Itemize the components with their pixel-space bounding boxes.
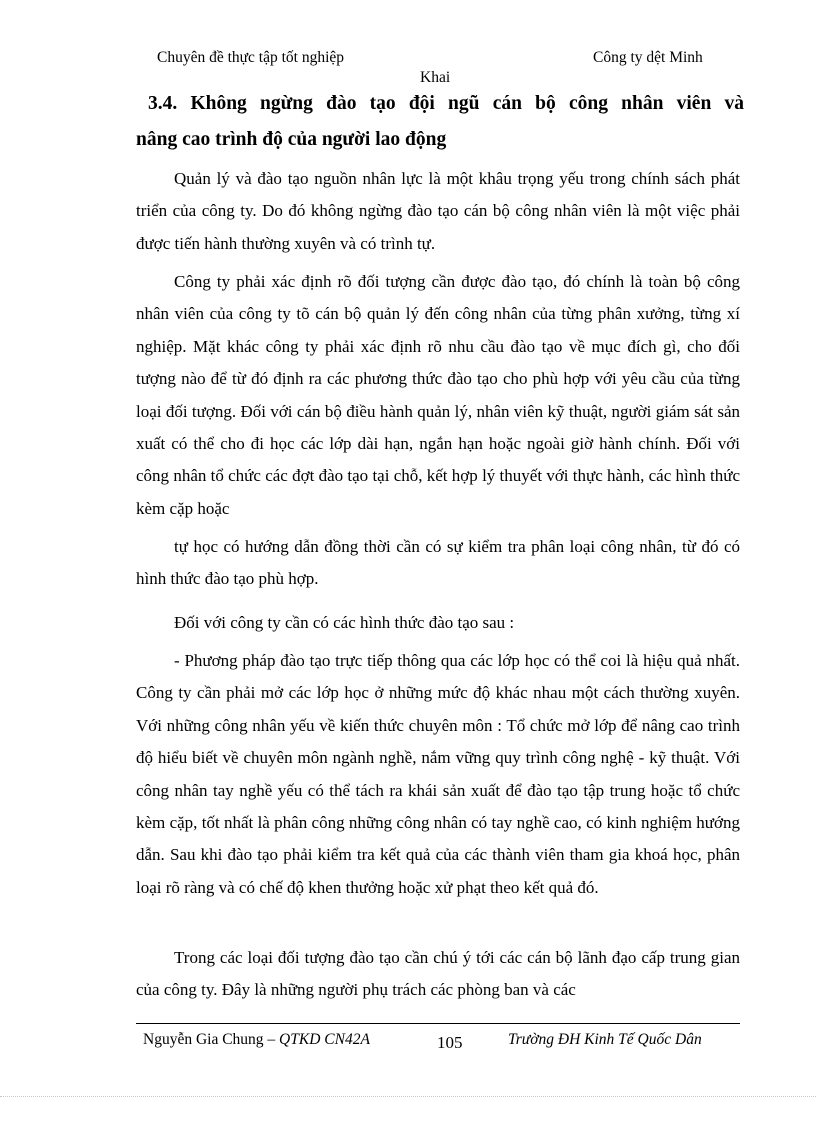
paragraph-5 <box>136 645 740 904</box>
paragraph-2 <box>136 266 740 525</box>
page-bottom-divider <box>0 1096 816 1097</box>
footer-author-class: – QTKD CN42A <box>267 1031 370 1048</box>
paragraph-text: Đối với công ty cần có các hình thức đào tạo sau : <box>174 613 515 632</box>
header-right-continuation: Khai <box>420 69 451 86</box>
footer-school: Trường ĐH Kinh Tế Quốc Dân <box>508 1031 702 1048</box>
header-right: Công ty dệt Minh <box>593 49 703 66</box>
paragraph-4 <box>136 607 740 639</box>
paragraph-text: Công ty phải xác định rõ đối tượng cần được đào tạo, đó chính là toàn bộ công nhân viên của công ty tõ cán bộ quản lý đến công nhân của từng phân xưởng, từng xí nghiệp. Mặt khác công ty phải xác định rõ nhu cầu đào tạo về mục đích gì, cho đối tượng nào để từ đó định ra các phương thức đào tạo cho phù hợp với yêu cầu của từng loại đối tượng. Đối với cán bộ điều hành quản lý, nhân viên kỹ thuật, người giám sát sản xuất có thể cho đi học các lớp dài hạn, ngắn hạn hoặc ngoài giờ hành chính. Đối với công nhân tổ chức các đợt đào tạo tại chỗ, kết hợp lý thuyết với thực hành, các hình thức kèm cặp hoặc <box>136 272 740 518</box>
section-heading-line-2: nâng cao trình độ của người lao động <box>136 129 447 150</box>
section-heading-line-1: 3.4. Không ngừng đào tạo đội ngũ cán bộ công nhân viên và <box>148 93 744 114</box>
paragraph-text: tự học có hướng dẫn đồng thời cần có sự kiểm tra phân loại công nhân, từ đó có hình thức đào tạo phù hợp. <box>136 537 740 589</box>
paragraph-text: Quản lý và đào tạo nguồn nhân lực là một khâu trọng yếu trong chính sách phát triển của công ty. Do đó không ngừng đào tạo cán bộ công nhân viên là một việc phải được tiến hành thường xuyên và có trình tự. <box>136 169 740 253</box>
section-heading <box>136 86 744 158</box>
paragraph-text: - Phương pháp đào tạo trực tiếp thông qua các lớp học có thể coi là hiệu quả nhất. Công ty cần phải mở các lớp học ở những mức độ khác nhau một cách thường xuyên. Với những công nhân yếu về kiến thức chuyên môn : Tổ chức mở lớp để nâng cao trình độ hiểu biết về chuyên môn ngành nghề, nắm vững quy trình công nghệ - kỹ thuật. Với công nhân tay nghề yếu có thể tách ra khái sản xuất để đào tạo tập trung hoặc tổ chức kèm cặp, tốt nhất là phân công những công nhân có tay nghề cao, có kinh nghiệm hướng dẫn. Sau khi đào tạo phải kiểm tra kết quả của các thành viên tham gia khoá học, phân loại rõ ràng và có chế độ khen thưởng hoặc xử phạt theo kết quả đó. <box>136 651 740 897</box>
footer-author-name: Nguyễn Gia Chung <box>143 1031 264 1048</box>
header-left: Chuyên đề thực tập tốt nghiệp <box>157 49 345 66</box>
footer-author <box>143 1031 370 1049</box>
footer-divider <box>136 1023 740 1024</box>
paragraph-3 <box>136 531 740 596</box>
paragraph-6 <box>136 942 740 1007</box>
paragraph-1 <box>136 163 740 260</box>
page-number: 105 <box>437 1033 463 1052</box>
paragraph-text: Trong các loại đối tượng đào tạo cần chú ý tới các cán bộ lãnh đạo cấp trung gian của công ty. Đây là những người phụ trách các phòng ban và các <box>136 948 740 1000</box>
